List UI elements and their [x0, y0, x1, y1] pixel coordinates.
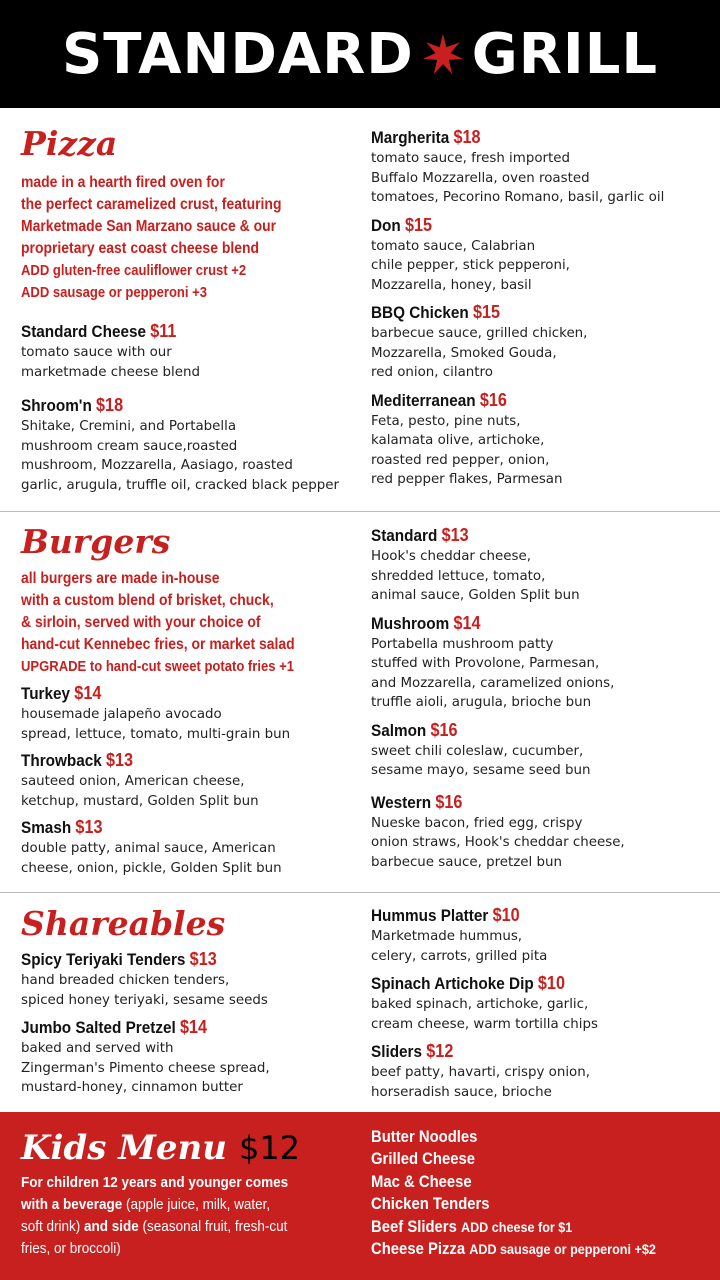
item-desc: double patty, animal sauce, American cheese, onion, pickle, Golden Split bun [21, 841, 282, 876]
item-price: $16 [435, 791, 463, 812]
section-divider [0, 511, 720, 512]
kids-description: For children 12 years and younger comes with a beverage (apple juice, milk, water, soft drink) and side (seasonal fruit, fresh-cut fries, or broccoli) [21, 1174, 289, 1257]
item-price: $15 [473, 302, 501, 322]
menu-item [371, 389, 716, 490]
item-name: Salmon [371, 720, 427, 740]
kids-menu-section [0, 1112, 720, 1280]
burgers-right-column [371, 524, 716, 872]
menu-item [21, 816, 361, 878]
pizza-right-column [371, 126, 716, 490]
item-desc: barbecue sauce, grilled chicken, Mozzarella, Smoked Gouda, red onion, cilantro [371, 326, 588, 380]
menu-item [371, 904, 716, 966]
menu-item [371, 524, 716, 606]
item-name: Mushroom [371, 613, 450, 633]
item-name: Margherita [371, 128, 450, 147]
item-price: $13 [189, 949, 217, 969]
item-price: $13 [75, 817, 103, 837]
item-desc: baked spinach, artichoke, garlic, cream cheese, warm tortilla chips [371, 997, 598, 1032]
kids-left-column [21, 1128, 361, 1260]
kids-right-column [371, 1126, 716, 1260]
item-name: Hummus Platter [371, 906, 489, 925]
item-price: $12 [426, 1041, 454, 1061]
kids-item: Beef Sliders ADD cheese for $1 [371, 1217, 573, 1236]
item-desc: Shitake, Cremini, and Portabella mushroom cream sauce,roasted mushroom, Mozzarella, Aasiago, roasted garlic, arugula, truffle oil, cracked black pepper [21, 419, 339, 493]
item-price: $18 [453, 127, 481, 147]
menu-item [371, 301, 716, 383]
menu-item [21, 394, 361, 495]
item-name: Spinach Artichoke Dip [371, 974, 534, 993]
item-desc: beef patty, havarti, crispy onion, horseradish sauce, brioche [371, 1065, 590, 1100]
item-desc: tomato sauce, fresh imported Buffalo Mozzarella, oven roasted tomatoes, Pecorino Romano, basil, garlic oil [371, 151, 665, 205]
menu-item [21, 1016, 361, 1098]
menu-item [371, 214, 716, 296]
item-name: Turkey [21, 684, 71, 703]
item-price: $14 [453, 612, 481, 633]
section-title: Pizza [21, 124, 118, 163]
kids-item: Cheese Pizza ADD sausage or pepperoni +$2 [371, 1240, 656, 1259]
item-desc: tomato sauce, Calabrian chile pepper, stick pepperoni, Mozzarella, honey, basil [371, 238, 570, 293]
menu-item [371, 972, 716, 1034]
item-price: $13 [106, 750, 134, 770]
item-desc: Marketmade hummus, celery, carrots, grilled pita [371, 929, 548, 964]
section-intro: all burgers are made in-house with a custom blend of brisket, chuck, & sirloin, served with your choice of hand-cut Kennebec fries, or market salad [21, 570, 295, 653]
kids-item: Mac & Cheese [371, 1172, 472, 1191]
item-desc: Nueske bacon, fried egg, crispy onion straws, Hook's cheddar cheese, barbecue sauce, pretzel bun [371, 815, 625, 870]
item-price: $16 [479, 389, 507, 410]
item-price: $15 [405, 214, 433, 235]
item-desc: sauteed onion, American cheese, ketchup, mustard, Golden Split bun [21, 774, 259, 809]
item-price: $18 [96, 395, 124, 415]
kids-item: Butter Noodles [371, 1128, 478, 1146]
menu-item [371, 1040, 716, 1102]
section-title: Shareables [21, 904, 226, 943]
section-title: Kids Menu $12 [21, 1128, 301, 1168]
item-name: BBQ Chicken [371, 303, 469, 322]
item-price: $14 [180, 1017, 208, 1037]
item-price: $11 [150, 321, 177, 341]
menu-item [371, 612, 716, 713]
pizza-left-column [21, 124, 361, 495]
menu-item [371, 126, 716, 208]
menu-item [21, 749, 361, 811]
item-desc: baked and served with Zingerman's Pimento cheese spread, mustard-honey, cinnamon butter [21, 1041, 270, 1095]
section-addons: UPGRADE to hand-cut sweet potato fries +1 [21, 659, 295, 675]
menu-item [21, 320, 361, 382]
item-name: Spicy Teriyaki Tenders [21, 950, 186, 969]
section-intro: made in a hearth fired oven for the perfect caramelized crust, featuring Marketmade San Marzano sauce & our proprietary east coast cheese blend [21, 174, 282, 257]
item-price: $16 [430, 719, 458, 740]
kids-price: $12 [238, 1129, 301, 1167]
item-name: Mediterranean [371, 390, 476, 410]
burgers-left-column [21, 522, 361, 878]
item-name: Shroom'n [21, 396, 92, 415]
section-addons: ADD gluten-free cauliflower crust +2 ADD sausage or pepperoni +3 [21, 263, 247, 301]
section-title: Burgers [21, 522, 171, 561]
menu-item [21, 948, 361, 1010]
kids-item: Grilled Cheese [371, 1150, 476, 1169]
item-desc: Feta, pesto, pine nuts, kalamata olive, artichoke, roasted red pepper, onion, red pepper flakes, Parmesan [371, 413, 563, 487]
menu-item [21, 682, 361, 744]
item-desc: sweet chili coleslaw, cucumber, sesame mayo, sesame seed bun [371, 743, 591, 778]
menu-item [371, 791, 716, 873]
item-name: Standard Cheese [21, 322, 147, 341]
brand-logo [62, 22, 658, 87]
item-name: Don [371, 215, 401, 235]
item-name: Western [371, 792, 432, 812]
menu-item [371, 719, 716, 781]
item-price: $10 [537, 973, 565, 993]
item-name: Standard [371, 526, 438, 545]
shareables-right-column [371, 904, 716, 1102]
item-name: Sliders [371, 1042, 423, 1061]
item-price: $10 [492, 905, 520, 925]
brand-left: STANDARD [61, 21, 414, 87]
item-desc: hand breaded chicken tenders, spiced honey teriyaki, sesame seeds [21, 973, 268, 1008]
shareables-left-column [21, 904, 361, 1098]
item-name: Throwback [21, 751, 102, 770]
item-desc: Portabella mushroom patty stuffed with Provolone, Parmesan, and Mozzarella, caramelized onions, truffle aioli, arugula, brioche bun [371, 636, 615, 710]
item-price: $14 [74, 683, 102, 703]
item-price: $13 [441, 525, 469, 545]
brand-right: GRILL [471, 21, 659, 87]
kids-item: Chicken Tenders [371, 1195, 490, 1214]
item-desc: Hook's cheddar cheese, shredded lettuce, tomato, animal sauce, Golden Split bun [371, 549, 580, 603]
star-icon [422, 33, 464, 75]
item-desc: tomato sauce with our marketmade cheese blend [21, 345, 201, 380]
item-desc: housemade jalapeño avocado spread, lettuce, tomato, multi-grain bun [21, 707, 291, 742]
item-name: Jumbo Salted Pretzel [21, 1018, 176, 1037]
item-name: Smash [21, 818, 72, 837]
header [0, 0, 720, 108]
section-divider [0, 892, 720, 893]
